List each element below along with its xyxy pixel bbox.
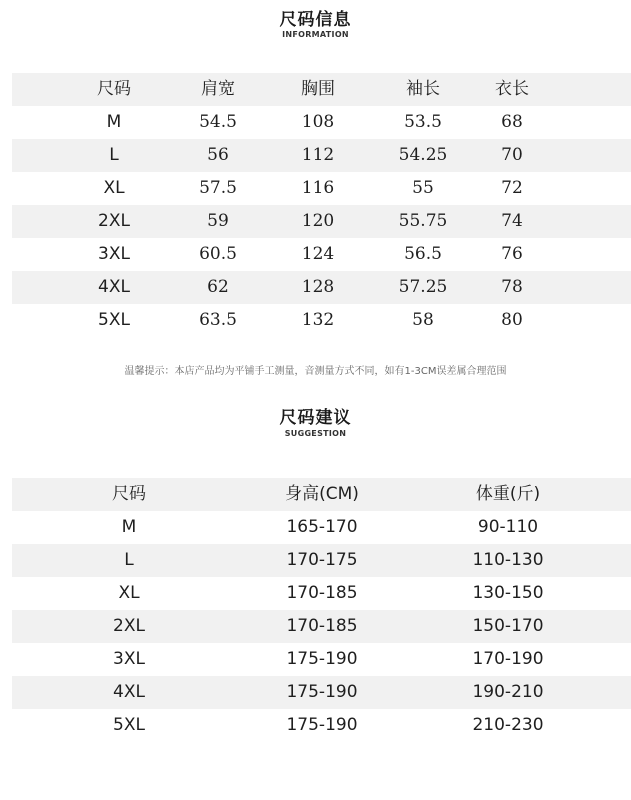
header-weight: 体重(斤) [475,484,541,504]
table-row [12,610,631,643]
cell-shoulder: 59 [207,211,229,231]
suggestion-title: 尺码建议 [279,408,352,428]
cell-length: 80 [501,310,523,330]
cell-sleeve: 57.25 [398,277,448,297]
cell-size: 5XL [113,715,145,735]
header-size: 尺码 [112,484,146,504]
cell-size: 2XL [98,211,130,231]
cell-shoulder: 54.5 [199,112,237,132]
cell-height: 170-185 [286,616,358,636]
cell-sleeve: 58 [412,310,434,330]
cell-chest: 120 [301,211,335,231]
cell-shoulder: 63.5 [199,310,237,330]
cell-sleeve: 53.5 [404,112,442,132]
table-row [12,544,631,577]
cell-sleeve: 55 [412,178,434,198]
suggestion-subtitle: SUGGESTION [284,429,347,438]
cell-size: 5XL [98,310,130,330]
size-info-table [12,73,631,337]
measurement-note: 温馨提示：本店产品均为平铺手工测量，音测量方式不同，如有1-3CM误差属合理范围 [124,366,507,377]
table-row [12,172,631,205]
cell-height: 175-190 [286,715,358,735]
cell-size: 2XL [113,616,145,636]
cell-weight: 210-230 [472,715,544,735]
header-chest: 胸围 [301,79,335,99]
table-row [12,709,631,742]
cell-weight: 170-190 [472,649,544,669]
table-row [12,139,631,172]
cell-size: L [124,550,134,570]
table-row [12,106,631,139]
table-row [12,271,631,304]
cell-size: 4XL [113,682,145,702]
table-row [12,304,631,337]
cell-chest: 132 [301,310,335,330]
cell-weight: 130-150 [472,583,544,603]
table-row [12,238,631,271]
cell-shoulder: 60.5 [199,244,237,264]
cell-weight: 110-130 [472,550,544,570]
cell-height: 175-190 [286,649,358,669]
cell-height: 170-185 [286,583,358,603]
cell-size: 4XL [98,277,130,297]
cell-height: 165-170 [286,517,358,537]
cell-sleeve: 55.75 [398,211,448,231]
cell-weight: 190-210 [472,682,544,702]
table-header-row [12,478,631,511]
table-row [12,643,631,676]
cell-length: 78 [501,277,523,297]
cell-chest: 124 [301,244,335,264]
cell-weight: 90-110 [477,517,539,537]
cell-chest: 116 [301,178,335,198]
cell-length: 68 [501,112,523,132]
table-row [12,511,631,544]
cell-length: 76 [501,244,523,264]
cell-size: 3XL [113,649,145,669]
cell-size: 3XL [98,244,130,264]
cell-weight: 150-170 [472,616,544,636]
cell-length: 72 [501,178,523,198]
table-row [12,577,631,610]
cell-height: 170-175 [286,550,358,570]
info-title: 尺码信息 [279,10,352,30]
cell-chest: 112 [301,145,335,165]
header-size: 尺码 [97,79,131,99]
cell-sleeve: 56.5 [404,244,442,264]
table-header-row [12,73,631,106]
cell-length: 70 [501,145,523,165]
table-row [12,676,631,709]
cell-shoulder: 62 [207,277,229,297]
cell-size: XL [103,178,125,198]
header-height: 身高(CM) [285,484,359,504]
header-shoulder: 肩宽 [201,79,235,99]
header-length: 衣长 [495,79,529,99]
cell-size: L [109,145,119,165]
cell-size: M [121,517,137,537]
size-suggestion-table [12,478,631,742]
cell-shoulder: 57.5 [199,178,237,198]
header-sleeve: 袖长 [406,79,440,99]
cell-size: M [106,112,122,132]
cell-sleeve: 54.25 [398,145,448,165]
cell-size: XL [118,583,140,603]
cell-chest: 128 [301,277,335,297]
cell-chest: 108 [301,112,335,132]
info-subtitle: INFORMATION [282,30,349,39]
cell-height: 175-190 [286,682,358,702]
cell-shoulder: 56 [207,145,229,165]
table-row [12,205,631,238]
cell-length: 74 [501,211,523,231]
